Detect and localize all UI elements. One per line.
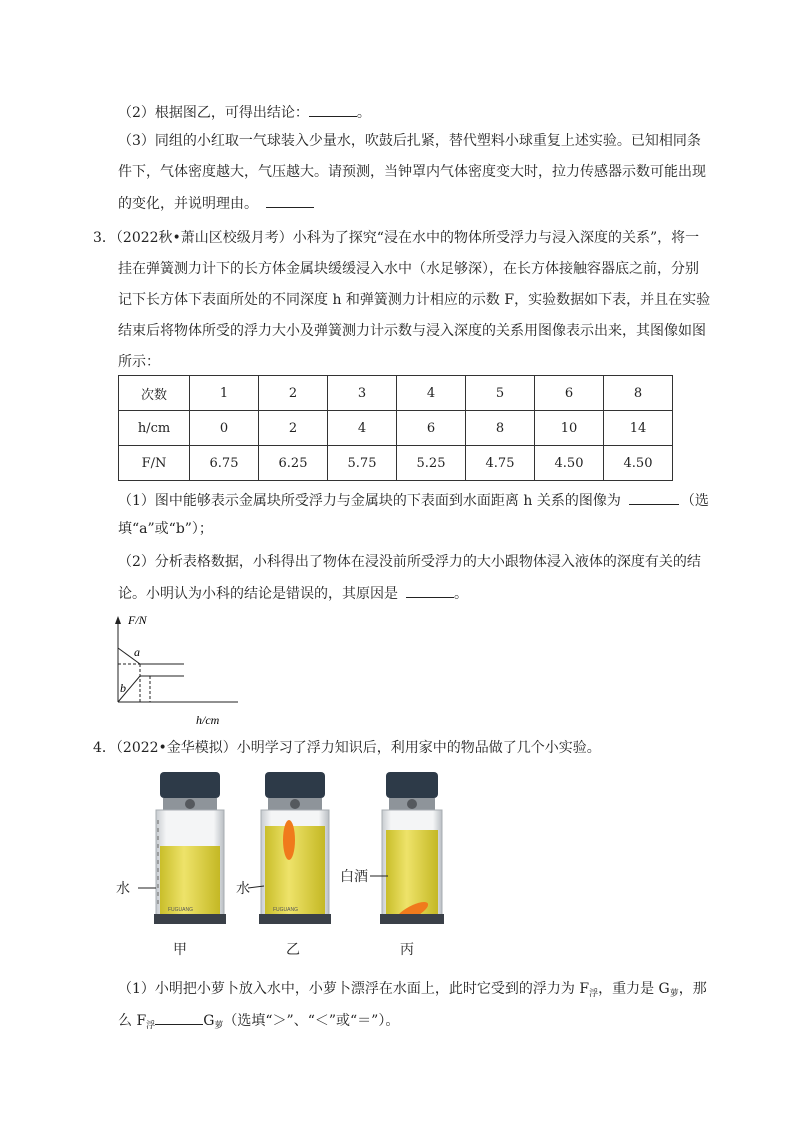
bottle-brand: FUGUANG [273, 907, 298, 913]
table-row: h/cm 0 2 4 6 8 10 14 [119, 411, 673, 446]
bottle-cap [386, 772, 438, 798]
q3-intro-line3: 记下长方体下表面所处的不同深度 h 和弹簧测力计相应的示数 F，实验数据如下表，并且在实验 [118, 292, 711, 308]
table-row: 次数 1 2 3 4 5 6 8 [119, 376, 673, 411]
q3-part2-line2: 论。小明认为小科的结论是错误的，其原因是 。 [118, 583, 794, 604]
q4-intro: 4．（2022•金华模拟）小明学习了浮力知识后，利用家中的物品做了几个小实验。 [93, 740, 601, 756]
label-water-yi: 水 [236, 881, 250, 897]
label-b: b [120, 681, 126, 695]
answer-blank[interactable] [155, 1010, 203, 1025]
x-axis-label: h/cm [196, 713, 220, 727]
q3-intro-line1: 3．（2022秋•萧山区校级月考）小科为了探究“浸在水中的物体所受浮力与浸入深度的关系”，将一 [93, 230, 700, 246]
q3-intro-line2: 挂在弹簧测力计下的长方体金属块缓缓浸入水中（水足够深），在长方体接触容器底之前，分别 [118, 261, 699, 277]
data-table [118, 375, 673, 481]
table-row: F/N 6.75 6.25 5.75 5.25 4.75 4.50 4.50 [119, 446, 673, 481]
q2-part2: （2）根据图乙，可得出结论： 。 [118, 102, 794, 123]
q2-part3-line1: （3）同组的小红取一气球装入少量水，吹鼓后扎紧，替代塑料小球重复上述实验。已知相同条 [118, 133, 701, 149]
y-axis-arrow [115, 616, 121, 624]
q3-intro-line5: 所示： [118, 354, 160, 370]
q4-part1-line1: （1）小明把小萝卜放入水中，小萝卜漂浮在水面上，此时它受到的浮力为 $F_浮$，重力是 $G_萝$，那 [118, 981, 707, 999]
q3-part2-line1: （2）分析表格数据，小科得出了物体在浸没前所受浮力的大小跟物体浸入液体的深度有关的结 [118, 554, 701, 570]
label-a: a [134, 645, 140, 659]
liquid [160, 846, 220, 916]
bottle-yi [259, 772, 331, 924]
liquid [386, 830, 438, 916]
bottle-bing [380, 772, 444, 926]
label-liquor: 白酒 [340, 869, 368, 885]
q3-intro-line4: 结束后将物体所受的浮力大小及弹簧测力计示数与浸入深度的关系用图像表示出来，其图像如图 [118, 323, 706, 339]
q3-part1-line1: （1）图中能够表示金属块所受浮力与金属块的下表面到水面距离 h 关系的图像为 （选 [118, 490, 794, 511]
bottle-base [259, 914, 331, 924]
answer-blank[interactable] [266, 193, 314, 208]
bottle-base [154, 914, 226, 924]
bottle-cap [160, 772, 220, 798]
bottle-base [380, 914, 444, 924]
bottle-cap [265, 772, 325, 798]
caption-bing: 丙 [400, 942, 414, 958]
q2-part3-line3: 的变化，并说明理由。 [118, 193, 794, 214]
radish [283, 820, 295, 860]
liquid [265, 826, 325, 916]
bottle-illustration [108, 768, 488, 958]
q4-part1-line2: 么 $F_浮$ $G_萝$（选填“＞”、“＜”或“＝”）。 [118, 1010, 794, 1033]
caption-jia: 甲 [173, 942, 187, 958]
caption-yi: 乙 [286, 942, 300, 958]
bottle-jia [154, 772, 226, 924]
force-depth-graph [108, 612, 248, 732]
bottle-brand: FUGUANG [168, 907, 193, 913]
y-axis-label: F/N [128, 613, 147, 627]
answer-blank[interactable] [406, 583, 454, 598]
answer-blank[interactable] [629, 490, 679, 505]
label-water-jia: 水 [116, 881, 130, 897]
q3-part1-line2: 填“a”或“b”）； [118, 521, 213, 537]
q2-part3-line2: 件下，气体密度越大，气压越大。请预测，当钟罩内气体密度变大时，拉力传感器示数可能出现 [118, 164, 706, 180]
answer-blank[interactable] [309, 102, 357, 117]
